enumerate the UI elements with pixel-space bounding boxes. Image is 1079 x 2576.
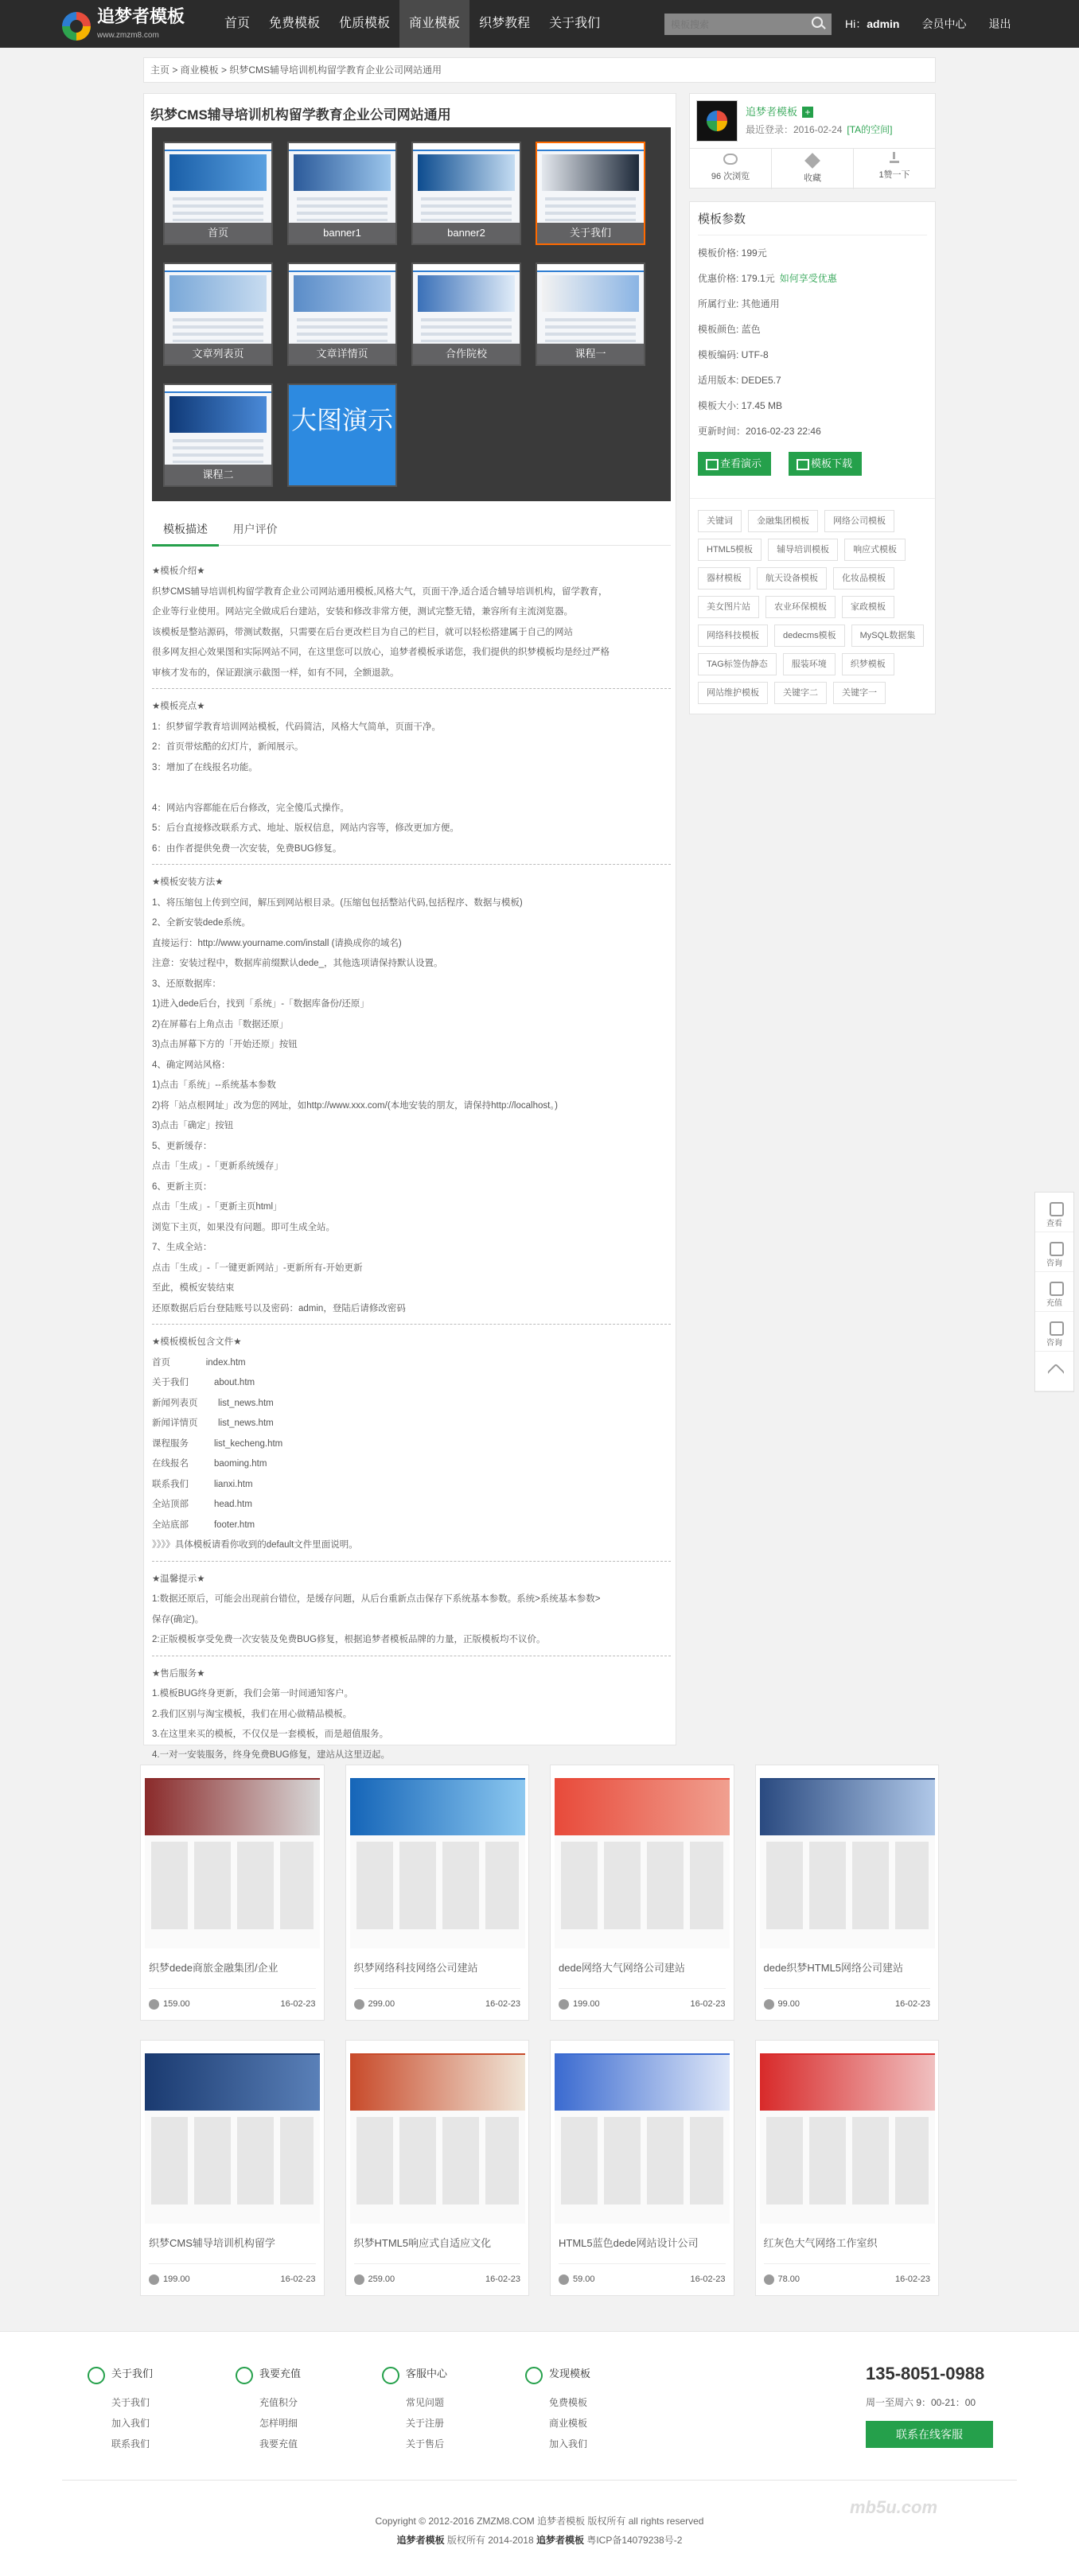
floating-toolbar bbox=[1034, 1192, 1074, 1392]
favorite-button[interactable]: 收藏 bbox=[772, 149, 854, 189]
desc-service: ★售后服务★ 1.模板BUG终身更新，我们会第一时间通知客户。 2.我们区别与淘宝模板，我们在用心做精品模板。 3.在这里来买的模板，不仅仅是一套模板，而是超值服务。 4.一对一安装服务，终身免费BUG修复，建站从这里迈起。 bbox=[152, 1668, 391, 1760]
views-stat: 96 次浏览 bbox=[690, 149, 772, 189]
footer bbox=[0, 2331, 1079, 2576]
main-nav bbox=[215, 0, 610, 48]
keyword-tag[interactable]: dedecms模板 bbox=[774, 625, 845, 647]
logout-link[interactable]: 退出 bbox=[988, 18, 1011, 30]
breadcrumb: 主页 > 商业模板 > 织梦CMS辅导培训机构留学教育企业公司网站通用 bbox=[143, 57, 936, 83]
preview-thumb[interactable]: 文章详情页 bbox=[287, 263, 397, 366]
template-screenshot[interactable] bbox=[555, 1769, 730, 1948]
tab-reviews[interactable]: 用户评价 bbox=[232, 523, 278, 535]
params-title: 模板参数 bbox=[698, 210, 927, 235]
user-bar bbox=[845, 0, 1011, 48]
avatar[interactable] bbox=[696, 100, 738, 142]
tab-description[interactable]: 模板描述 bbox=[152, 514, 219, 547]
preview-thumb[interactable]: banner2 bbox=[411, 142, 521, 245]
member-center-link[interactable]: 会员中心 bbox=[921, 18, 967, 30]
price-badge: 99.00 bbox=[764, 1999, 800, 2009]
keyword-tag[interactable]: 航天设备模板 bbox=[757, 567, 827, 590]
contact-phone: 135-8051-0988 bbox=[866, 2364, 985, 2383]
related-item[interactable]: dede网络大气网络公司建站 199.00 16-02-23 bbox=[550, 1765, 734, 2021]
back-to-top-button[interactable] bbox=[1035, 1352, 1073, 1391]
big-demo-button[interactable]: 大图演示 bbox=[287, 383, 397, 487]
preview-thumb-selected[interactable]: 关于我们 bbox=[536, 142, 645, 245]
logo-text: 追梦者模板 bbox=[97, 6, 185, 26]
footer-col-about: 关于我们 关于我们 加入我们 联系我们 bbox=[88, 2364, 153, 2454]
template-screenshot[interactable] bbox=[350, 2044, 525, 2224]
user-name[interactable]: admin bbox=[867, 18, 900, 30]
download-icon bbox=[890, 154, 899, 163]
author-name[interactable]: 追梦者模板 bbox=[746, 106, 798, 118]
product-title: 织梦CMS辅导培训机构留学教育企业公司网站通用 bbox=[150, 107, 451, 123]
date-label: 16-02-23 bbox=[690, 1999, 726, 2009]
user-greeting: Hi： bbox=[845, 18, 867, 30]
product-main bbox=[143, 93, 676, 1760]
keyword-tag[interactable]: 辅导培训模板 bbox=[768, 539, 838, 561]
price-badge: 59.00 bbox=[559, 2274, 595, 2284]
price-badge: 259.00 bbox=[354, 2274, 395, 2284]
like-button[interactable]: 1赞一下 bbox=[854, 149, 935, 189]
template-screenshot[interactable] bbox=[555, 2044, 730, 2224]
keyword-tag[interactable]: 金融集团模板 bbox=[748, 510, 818, 532]
keyword-tag[interactable]: 化妆品模板 bbox=[833, 567, 894, 590]
watermark: mb5u.com bbox=[850, 2497, 938, 2517]
param-industry: 所属行业: 其他通用 bbox=[698, 298, 780, 309]
date-label: 16-02-23 bbox=[485, 2274, 520, 2284]
float-view-button[interactable]: 查看 bbox=[1035, 1193, 1073, 1232]
param-color: 模板颜色: 蓝色 bbox=[698, 324, 761, 335]
desc-files: ★模板模板包含文件★ 首页 index.htm 关于我们 about.htm 新闻列表页 list_news.htm 新闻详情页 list_news.htm 课程服务 list_kecheng.htm 在线报名 baoming.htm 联系我们 lianxi.htm 全站顶部 head.htm 全站底部 footer.htm 》》》》具体模板请看你收到的default文件里面说明。 bbox=[152, 1337, 358, 1550]
keyword-tag[interactable]: 关键字一 bbox=[833, 682, 886, 704]
search-input[interactable] bbox=[664, 14, 832, 35]
author-card bbox=[689, 93, 936, 189]
nav-premium-templates[interactable]: 优质模板 bbox=[339, 17, 391, 30]
template-screenshot[interactable] bbox=[760, 2044, 935, 2224]
keyword-tag[interactable]: 织梦模板 bbox=[842, 653, 894, 675]
date-label: 16-02-23 bbox=[280, 1999, 316, 2009]
keyword-tag[interactable]: 网站维护模板 bbox=[698, 682, 768, 704]
preview-thumb[interactable]: 课程一 bbox=[536, 263, 645, 366]
price-badge: 299.00 bbox=[354, 1999, 395, 2009]
eye-icon bbox=[723, 154, 738, 165]
desc-intro: ★模板介绍★ 织梦CMS辅导培训机构留学教育企业公司网站通用模板,风格大气，页面干净,适合适合辅导培训机构，留学教育， 企业等行业使用。网站完全做成后台建站，安装和修改非常方便，测试完整无错，兼容所有主流浏览器。 该模板是整站源码，带测试数据，只需要在后台更改栏目为自己的栏目，就可以轻松搭建属于自己的网站 很多网友担心效果图和实际网站不同，在这里您可以放心，追梦者模板承诺您，我们提供的织梦模板均是经过严格 审核才发布的，保证跟演示截图一样，如有不同，全额退款。 bbox=[152, 566, 610, 678]
template-screenshot[interactable] bbox=[350, 1769, 525, 1948]
related-item[interactable]: dede织梦HTML5网络公司建站 99.00 16-02-23 bbox=[755, 1765, 940, 2021]
template-screenshot[interactable] bbox=[145, 2044, 320, 2224]
vip-link[interactable]: 如何享受优惠 bbox=[779, 273, 837, 284]
keyword-tag[interactable]: MySQL数据集 bbox=[851, 625, 925, 647]
service-hours: 周一至周六 9：00-21：00 bbox=[866, 2397, 976, 2408]
float-consult2-button[interactable]: 咨询 bbox=[1035, 1312, 1073, 1352]
related-item[interactable]: 织梦网络科技网络公司建站 299.00 16-02-23 bbox=[345, 1765, 530, 2021]
nav-about[interactable]: 关于我们 bbox=[549, 17, 601, 30]
ta-space-link[interactable]: [TA的空间] bbox=[847, 124, 893, 135]
related-item[interactable]: 织梦dede商旅金融集团/企业 159.00 16-02-23 bbox=[140, 1765, 325, 2021]
desc-highlights: ★模板亮点★ 1：织梦留学教育培训网站模板，代码简洁，风格大气简单，页面干净。 2：首页带炫酷的幻灯片，新闻展示。 3：增加了在线报名功能。 4：网站内容都能在后台修改，完全傻瓜式操作。 5：后台直接修改联系方式、地址、版权信息，网站内容等，修改更加方便。 6：由作者提供免费一次安装，免费BUG修复。 bbox=[152, 702, 459, 854]
related-templates-row-2 bbox=[140, 2040, 939, 2296]
float-recharge-button[interactable]: 充值 bbox=[1035, 1272, 1073, 1312]
param-price: 模板价格: 199元 bbox=[698, 247, 767, 259]
search-icon[interactable] bbox=[812, 17, 823, 28]
view-demo-button[interactable]: 查看演示 bbox=[698, 452, 771, 476]
download-button[interactable]: 模板下载 bbox=[789, 452, 862, 476]
param-vip-price: 优惠价格: 179.1元 如何享受优惠 bbox=[698, 273, 837, 284]
footer-col-service: 客服中心 常见问题 关于注册 关于售后 bbox=[382, 2364, 447, 2454]
param-version: 适用版本: DEDE5.7 bbox=[698, 375, 781, 386]
site-logo[interactable] bbox=[62, 8, 185, 45]
footer-col-recharge: 我要充值 充值积分 怎样明细 我要充值 bbox=[236, 2364, 301, 2454]
online-support-button[interactable]: 联系在线客服 bbox=[866, 2421, 993, 2448]
preview-thumb[interactable]: 文章列表页 bbox=[163, 263, 273, 366]
nav-commercial-templates[interactable]: 商业模板 bbox=[399, 0, 469, 48]
keyword-tag[interactable]: 家政模板 bbox=[842, 596, 894, 618]
keyword-tag[interactable]: TAG标签伪静态 bbox=[698, 653, 777, 675]
date-label: 16-02-23 bbox=[690, 2274, 726, 2284]
price-badge: 199.00 bbox=[559, 1999, 600, 2009]
template-description bbox=[152, 554, 671, 1770]
price-badge: 78.00 bbox=[764, 2274, 800, 2284]
preview-thumb[interactable]: 课程二 bbox=[163, 383, 273, 487]
detail-tabs bbox=[152, 514, 671, 546]
sidebar bbox=[689, 93, 936, 727]
keyword-tag[interactable]: 网络公司模板 bbox=[824, 510, 894, 532]
heart-icon bbox=[804, 153, 820, 169]
date-label: 16-02-23 bbox=[280, 2274, 316, 2284]
related-item[interactable]: 红灰色大气网络工作室织 78.00 16-02-23 bbox=[755, 2040, 940, 2296]
related-item[interactable]: 织梦CMS辅导培训机构留学 199.00 16-02-23 bbox=[140, 2040, 325, 2296]
date-label: 16-02-23 bbox=[894, 1999, 930, 2009]
last-login: 最近登录：2016-02-24 bbox=[746, 124, 843, 135]
keyword-tag[interactable]: 关键词 bbox=[698, 510, 742, 532]
related-item[interactable]: 织梦HTML5响应式自适应文化 259.00 16-02-23 bbox=[345, 2040, 530, 2296]
follow-plus-icon[interactable]: + bbox=[802, 107, 813, 118]
preview-thumb[interactable]: 首页 bbox=[163, 142, 273, 245]
template-screenshot[interactable] bbox=[145, 1769, 320, 1948]
nav-home[interactable]: 首页 bbox=[224, 17, 251, 30]
price-badge: 159.00 bbox=[149, 1999, 190, 2009]
template-screenshot[interactable] bbox=[760, 1769, 935, 1948]
keyword-tag[interactable]: HTML5模板 bbox=[698, 539, 762, 561]
preview-thumb[interactable]: 合作院校 bbox=[411, 263, 521, 366]
keyword-tag[interactable]: 网络科技模板 bbox=[698, 625, 768, 647]
copyright: Copyright © 2012-2016 ZMZM8.COM 追梦者模板 版权所有 all rights reserved 追梦者模板 版权所有 2014-2018 追梦者模板 粤ICP备14079238号-2 bbox=[375, 2516, 704, 2546]
param-size: 模板大小: 17.45 MB bbox=[698, 400, 783, 411]
float-consult-button[interactable]: 咨询 bbox=[1035, 1232, 1073, 1272]
keyword-tag[interactable]: 农业环保模板 bbox=[765, 596, 836, 618]
top-header bbox=[0, 0, 1079, 48]
param-encoding: 模板编码: UTF-8 bbox=[698, 349, 769, 360]
related-templates-row-1 bbox=[140, 1765, 939, 2021]
author-stats bbox=[690, 148, 935, 189]
keyword-tags bbox=[690, 498, 935, 714]
preview-thumb[interactable]: banner1 bbox=[287, 142, 397, 245]
keyword-tag[interactable]: 响应式模板 bbox=[844, 539, 906, 561]
date-label: 16-02-23 bbox=[485, 1999, 520, 2009]
logo-icon bbox=[62, 12, 91, 41]
keyword-tag[interactable]: 关键字二 bbox=[774, 682, 827, 704]
logo-subtext: www.zmzm8.com bbox=[97, 31, 159, 40]
nav-free-templates[interactable]: 免费模板 bbox=[269, 17, 321, 30]
footer-col-discover: 发现模板 免费模板 商业模板 加入我们 bbox=[525, 2364, 590, 2454]
keyword-tag[interactable]: 器材模板 bbox=[698, 567, 750, 590]
price-badge: 199.00 bbox=[149, 2274, 190, 2284]
preview-gallery bbox=[152, 127, 671, 501]
keyword-tag[interactable]: 服装环境 bbox=[783, 653, 836, 675]
param-updated: 更新时间：2016-02-23 22:46 bbox=[698, 426, 821, 437]
params-card bbox=[689, 201, 936, 714]
desc-install: ★模板安装方法★ 1、将压缩包上传到空间，解压到网站根目录。(压缩包包括整站代码,包括程序、数据与模板) 2、全新安装dede系统。 直接运行：http://www.yourname.com/install (请换成你的域名) 注意：安装过程中，数据库前缀默认dede_，其他选项请保持默认设置。 3、还原数据库： 1)进入dede后台，找到「系统」-「数据库备份/还原」 2)在屏幕右上角点击「数据还原」 3)点击屏幕下方的「开始还原」按钮 4、确定网站风格： 1)点击「系统」--系统基本参数 2)将「站点根网址」改为您的网址，如http://www.xxx.com/(本地安装的朋友，请保持http://localhost。) 3)点击「确定」按钮 5、更新缓存： 点击「生成」-「更新系统缓存」 6、更新主页： 点击「生成」-「更新主页html」 浏览下主页，如果没有问题。即可生成全站。 7、生成全站： 点击「生成」-「一键更新网站」-更新所有-开始更新 至此，模板安装结束 还原数据后后台登陆账号以及密码：admin，登陆后请修改密码 bbox=[152, 877, 558, 1313]
keyword-tag[interactable]: 美女图片站 bbox=[698, 596, 759, 618]
date-label: 16-02-23 bbox=[894, 2274, 930, 2284]
desc-tips: ★温馨提示★ 1:数据还原后，可能会出现前台错位，是缓存问题，从后台重新点击保存下系统基本参数。系统>系统基本参数> 保存(确定)。 2:正版模板享受免费一次安装及免费BUG修复，根据追梦者模板品牌的力量，正版模板均不议价。 bbox=[152, 1574, 601, 1644]
nav-tutorials[interactable]: 织梦教程 bbox=[479, 17, 531, 30]
related-item[interactable]: HTML5蓝色dede网站设计公司 59.00 16-02-23 bbox=[550, 2040, 734, 2296]
